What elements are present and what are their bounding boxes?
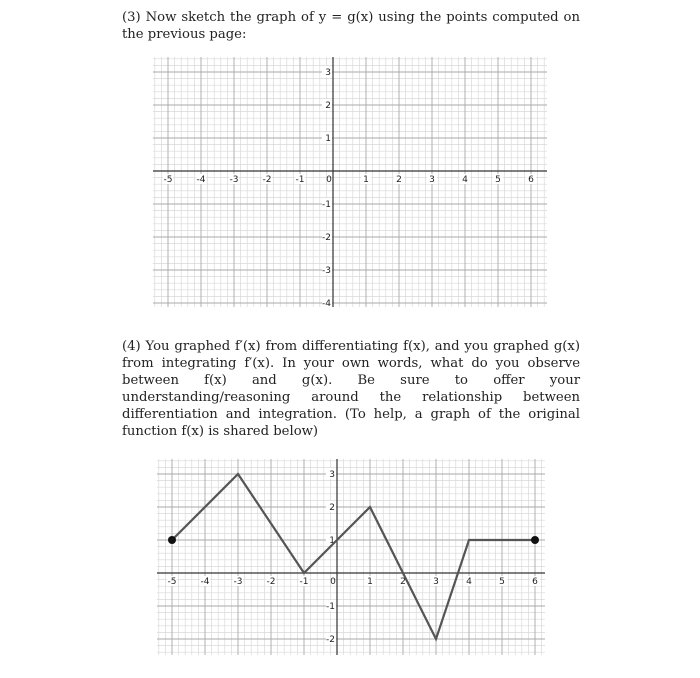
x-tick-label: 4 xyxy=(466,577,472,587)
y-tick-label: -2 xyxy=(322,233,331,243)
y-tick-label: -4 xyxy=(322,299,331,308)
x-tick-label: 4 xyxy=(462,175,468,185)
x-tick-label: -1 xyxy=(295,175,305,185)
y-tick-label: -3 xyxy=(322,266,331,276)
x-tick-label: 3 xyxy=(433,577,439,587)
x-tick-label: -2 xyxy=(266,577,276,587)
question-4-text: (4) You graphed f′(x) from differentiating f(x), and you graphed g(x) from integrating f′(x). In your own words, what do you observe between f(x) and g(x). Be sure to offer your understanding/reasoning around the relationship between differentiation and integration. (To help, a graph of the original function f(x) is shared below) xyxy=(122,339,580,439)
x-tick-label: 3 xyxy=(429,175,435,185)
x-tick-label: 6 xyxy=(532,577,538,587)
x-tick-label: -5 xyxy=(163,175,173,185)
x-tick-label: -3 xyxy=(229,175,239,185)
y-tick-label: -1 xyxy=(326,602,335,612)
y-tick-label: -1 xyxy=(322,200,331,210)
endpoint-dot xyxy=(531,536,539,544)
endpoint-dot xyxy=(168,536,176,544)
x-tick-label: -5 xyxy=(167,577,177,587)
x-tick-label: -3 xyxy=(233,577,243,587)
y-tick-label: 1 xyxy=(329,536,335,546)
x-tick-label: 1 xyxy=(367,577,373,587)
grid xyxy=(157,459,545,655)
x-tick-label: -4 xyxy=(196,175,206,185)
x-tick-label: -2 xyxy=(262,175,272,185)
y-tick-label: 1 xyxy=(325,134,331,144)
series-line xyxy=(172,474,535,639)
x-tick-label: 0 xyxy=(330,577,336,587)
y-tick-label: 2 xyxy=(329,503,335,513)
x-tick-label: 5 xyxy=(499,577,505,587)
x-tick-label: -4 xyxy=(200,577,210,587)
y-tick-label: 3 xyxy=(329,470,335,480)
x-tick-label: 0 xyxy=(326,175,332,185)
x-tick-label: -1 xyxy=(299,577,309,587)
x-tick-label: 5 xyxy=(495,175,501,185)
y-tick-label: -2 xyxy=(326,635,335,645)
graph-f xyxy=(156,458,546,656)
grid xyxy=(153,57,547,307)
blank-graph-g xyxy=(152,56,548,308)
y-tick-label: 3 xyxy=(325,68,331,78)
x-tick-label: 2 xyxy=(396,175,402,185)
x-tick-label: 1 xyxy=(363,175,369,185)
y-tick-label: 2 xyxy=(325,101,331,111)
x-tick-label: 2 xyxy=(400,577,406,587)
question-3-text: (3) Now sketch the graph of y = g(x) using the points computed on the previous page: xyxy=(122,10,580,42)
x-tick-label: 6 xyxy=(528,175,534,185)
